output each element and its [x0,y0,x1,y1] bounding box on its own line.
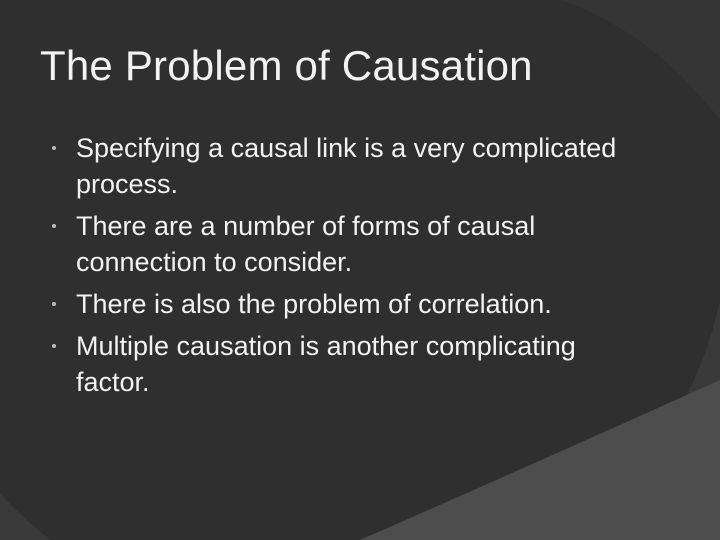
bullet-item [52,208,642,280]
bullet-text: There are a number of forms of causal connection to consider. [76,211,536,277]
bullet-item [52,130,642,202]
bullet-list [52,130,642,400]
bullet-text: Multiple causation is another complicating factor. [76,331,576,397]
bullet-text: Specifying a causal link is a very complicated process. [76,133,617,199]
slide-title: The Problem of Causation [40,42,533,89]
bullet-dot-icon [52,224,56,228]
bullet-dot-icon [52,344,56,348]
bullet-dot-icon [52,146,56,150]
bullet-item [52,286,642,322]
bullet-dot-icon [52,302,56,306]
bullet-text: There is also the problem of correlation. [76,289,552,319]
bullet-item [52,328,642,400]
